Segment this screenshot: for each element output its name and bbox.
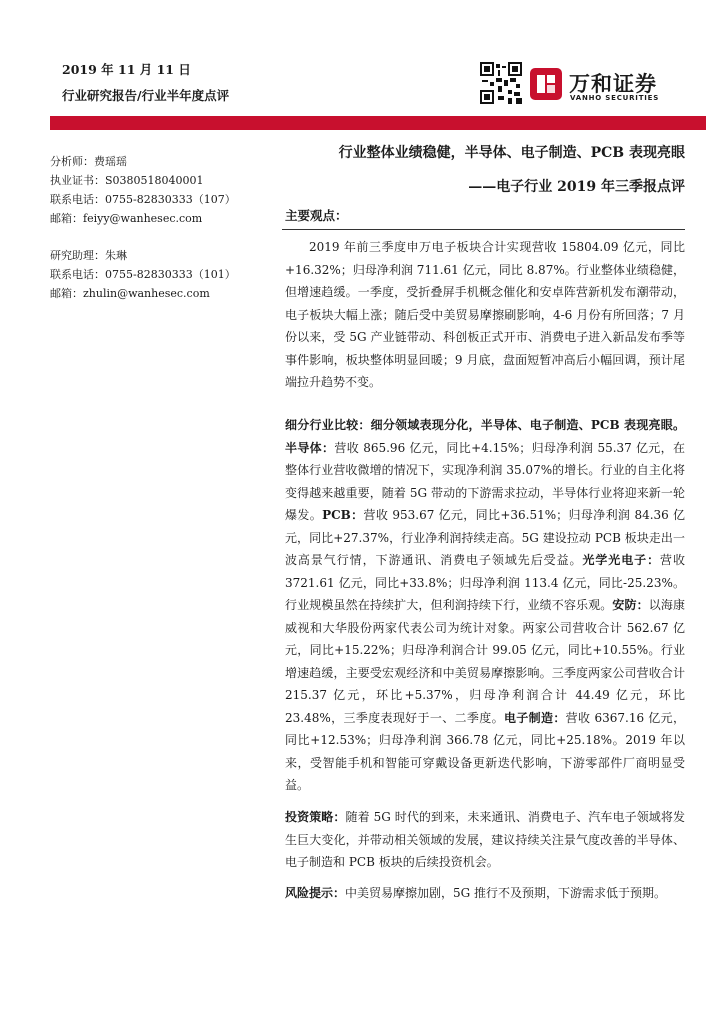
section-heading: 主要观点：: [285, 208, 348, 223]
logo-text: 万和证券: [569, 72, 657, 96]
section-divider: [282, 229, 685, 230]
overview-paragraph: 2019 年前三季度申万电子板块合计实现营收 15804.09 亿元，同比+16.32%；归母净利润 711.61 亿元，同比 8.87%。行业整体业绩稳健，但增速趋缓。一季度，受折叠屏手机概念催化和安卓阵营新机发布潮带动，电子板块大幅上涨；随后受中美贸易摩擦刷影响，4-6 月份有所回落；7 月份以来，受 5G 产业链带动、科创板正式开市、消费电子进入新品发布季等事件影响，板块整体明显回暖；9 月底，盘面短暂冲高后小幅回调，预计尾端拉升趋势不变。: [285, 240, 685, 389]
subsector-paragraph: [285, 414, 685, 797]
analyst-email: 邮箱：feiyy@wanhesec.com: [50, 212, 203, 225]
semiconductor-text: 营收 865.96 亿元，同比+4.15%；归母净利润 55.37 亿元，在整体行业营收微增的情况下，实现净利润 35.07%的增长。行业的自主化将变得越来越重要，随着 5G 带动的下游需求拉动，半导体行业将迎来新一轮爆发。: [285, 440, 685, 522]
semiconductor-label: 半导体：: [285, 440, 335, 455]
pcb-text: 营收 953.67 亿元，同比+36.51%；归母净利润 84.36 亿元，同比+27.37%，行业净利润持续走高。5G 建设拉动 PCB 板块走出一波高景气行情，下游通讯、消费电子领域先后受益。: [285, 508, 685, 567]
risk-paragraph: [285, 882, 685, 905]
report-date: 2019 年 11 月 11 日: [62, 62, 191, 77]
subsector-lead: 细分行业比较：细分领域表现分化，半导体、电子制造、PCB 表现亮眼。: [285, 418, 685, 432]
optical-text: 营收 3721.61 亿元，同比+33.8%；归母净利润 113.4 亿元，同比-25.23%。行业规模虽然在持续扩大，但利润持续下行，业绩不容乐观。: [285, 553, 685, 612]
strategy-paragraph: [285, 806, 685, 874]
header-divider-bar: [50, 116, 706, 130]
security-label: 安防：: [612, 598, 649, 612]
analyst-sidebar: [50, 152, 265, 303]
analyst-phone: 联系电话：0755-82830333（107）: [50, 193, 236, 206]
assistant-phone: 联系电话：0755-82830333（101）: [50, 268, 236, 281]
optical-label: 光学光电子：: [582, 553, 661, 567]
security-text: 以海康威视和大华股份两家代表公司为统计对象。两家公司营收合计 562.67 亿元，同比+15.22%；归母净利润合计 99.05 亿元，同比+10.55%。行业增速趋缓，主要受宏观经济和中美贸易摩擦影响。三季度两家公司营收合计 215.37 亿元，环比+5.37%，归母净利润合计 44.49 亿元，环比 23.48%，三季度表现好于一、二季度。: [285, 598, 685, 725]
assistant-email: 邮箱：zhulin@wanhesec.com: [50, 287, 210, 300]
risk-text: 中美贸易摩擦加剧，5G 推行不及预期，下游需求低于预期。: [345, 886, 667, 900]
report-title: 行业整体业绩稳健，半导体、电子制造、PCB 表现亮眼: [338, 145, 685, 161]
report-subtitle: ——电子行业 2019 年三季报点评: [468, 179, 685, 195]
logo-icon: [528, 66, 564, 102]
report-type: 行业研究报告/行业半年度点评: [62, 88, 230, 103]
risk-label: 风险提示：: [285, 886, 346, 900]
logo-subtext: VANHO SECURITIES: [570, 94, 660, 102]
assistant-name: 研究助理：朱琳: [50, 249, 127, 262]
analyst-name: 分析师：费瑶瑶: [50, 155, 127, 168]
strategy-label: 投资策略：: [285, 810, 346, 824]
strategy-text: 随着 5G 时代的到来，未来通讯、消费电子、汽车电子领域将发生巨大变化，并带动相关领域的发展，建议持续关注景气度改善的半导体、电子制造和 PCB 板块的后续投资机会。: [285, 810, 685, 869]
pcb-label: PCB：: [322, 508, 364, 522]
manufacturing-label: 电子制造：: [503, 710, 566, 725]
manufacturing-text: 营收 6367.16 亿元，同比+12.53%；归母净利润 366.78 亿元，同比+25.18%。2019 年以来，受智能手机和智能可穿戴设备更新迭代影响，下游零部件厂商明显受益。: [285, 710, 685, 792]
qr-code-icon: [480, 62, 522, 104]
analyst-license: 执业证书：S0380518040001: [50, 174, 204, 187]
